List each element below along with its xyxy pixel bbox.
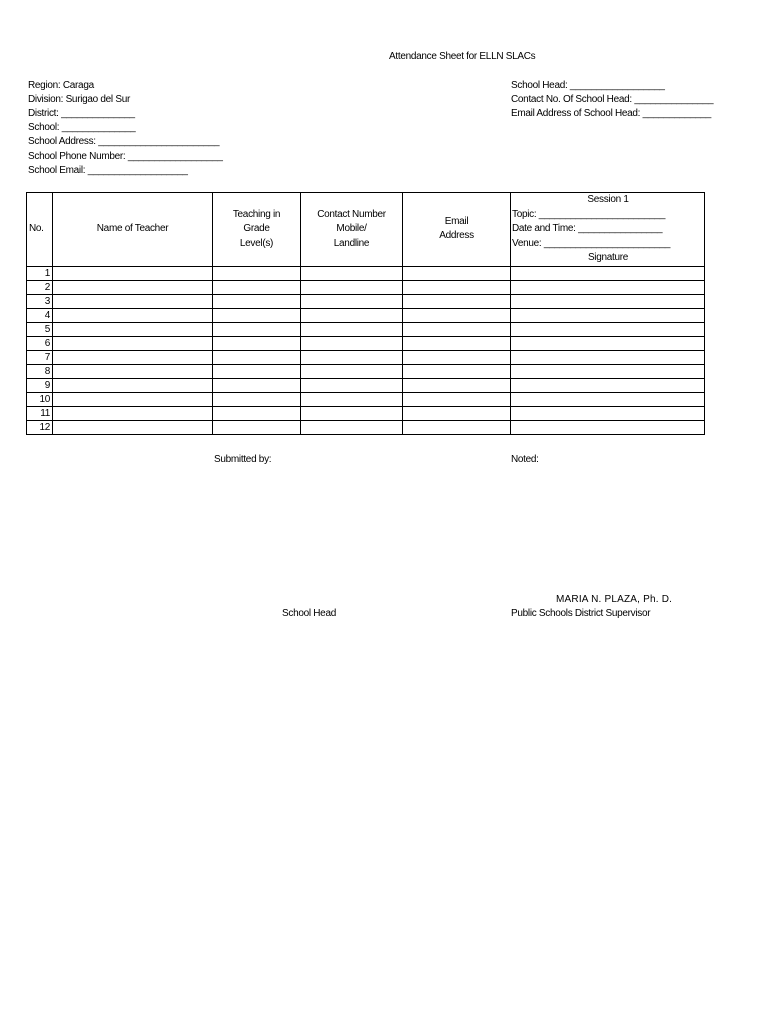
session-title: Session 1: [587, 194, 629, 205]
teacher-name-cell[interactable]: [53, 420, 213, 434]
teacher-name-cell[interactable]: [53, 294, 213, 308]
school-head-contact-line: Contact No. Of School Head: _______________: [511, 94, 714, 105]
table-row: [27, 392, 705, 406]
contact-number-cell[interactable]: [301, 308, 403, 322]
table-row: [27, 266, 705, 280]
grade-level-cell[interactable]: [213, 392, 301, 406]
contact-number-cell[interactable]: [301, 392, 403, 406]
teacher-name-cell[interactable]: [53, 378, 213, 392]
table-row: [27, 406, 705, 420]
session-topic: Topic: ________________________: [512, 208, 666, 220]
teacher-name-cell[interactable]: [53, 266, 213, 280]
row-number: 1: [27, 266, 53, 280]
col-header-grade-line: Level(s): [239, 237, 274, 249]
email-address-cell[interactable]: [403, 406, 511, 420]
submitted-by-label: Submitted by:: [214, 454, 272, 465]
teacher-name-cell[interactable]: [53, 322, 213, 336]
grade-level-cell[interactable]: [213, 336, 301, 350]
teacher-name-cell[interactable]: [53, 392, 213, 406]
teacher-name-cell[interactable]: [53, 308, 213, 322]
row-number: 9: [27, 378, 53, 392]
grade-level-cell[interactable]: [213, 406, 301, 420]
table-row: [27, 378, 705, 392]
contact-number-cell[interactable]: [301, 364, 403, 378]
school-head-label: School Head: [282, 608, 336, 619]
contact-number-cell[interactable]: [301, 280, 403, 294]
contact-number-cell[interactable]: [301, 294, 403, 308]
col-header-contact-line: Mobile/: [336, 223, 367, 234]
grade-level-cell[interactable]: [213, 322, 301, 336]
grade-level-cell[interactable]: [213, 280, 301, 294]
contact-number-cell[interactable]: [301, 350, 403, 364]
signature-cell[interactable]: [511, 294, 705, 308]
row-number: 5: [27, 322, 53, 336]
email-address-cell[interactable]: [403, 308, 511, 322]
contact-number-cell[interactable]: [301, 322, 403, 336]
attendance-table: [26, 192, 705, 435]
row-number: 3: [27, 294, 53, 308]
signature-cell[interactable]: [511, 406, 705, 420]
signature-cell[interactable]: [511, 266, 705, 280]
signature-cell[interactable]: [511, 308, 705, 322]
teacher-name-cell[interactable]: [53, 280, 213, 294]
region-line: Region: Caraga: [28, 80, 94, 91]
signature-cell[interactable]: [511, 392, 705, 406]
col-header-contact: [301, 193, 403, 267]
contact-number-cell[interactable]: [301, 336, 403, 350]
table-row: [27, 308, 705, 322]
col-header-grade-line: Grade: [243, 223, 270, 234]
school-phone-line: School Phone Number: __________________: [28, 151, 223, 162]
col-header-name: Name of Teacher: [53, 193, 213, 267]
school-email-line: School Email: ___________________: [28, 165, 188, 176]
teacher-name-cell[interactable]: [53, 364, 213, 378]
contact-number-cell[interactable]: [301, 420, 403, 434]
teacher-name-cell[interactable]: [53, 406, 213, 420]
grade-level-cell[interactable]: [213, 266, 301, 280]
signature-cell[interactable]: [511, 280, 705, 294]
row-number: 7: [27, 350, 53, 364]
session-header: [511, 193, 705, 267]
contact-number-cell[interactable]: [301, 406, 403, 420]
signature-cell[interactable]: [511, 336, 705, 350]
grade-level-cell[interactable]: [213, 308, 301, 322]
table-row: [27, 364, 705, 378]
grade-level-cell[interactable]: [213, 294, 301, 308]
district-line: District: ______________: [28, 108, 135, 119]
school-address-line: School Address: _______________________: [28, 136, 220, 147]
table-header-row: [27, 193, 705, 267]
page-title: Attendance Sheet for ELLN SLACs: [389, 51, 536, 62]
teacher-name-cell[interactable]: [53, 350, 213, 364]
contact-number-cell[interactable]: [301, 378, 403, 392]
email-address-cell[interactable]: [403, 392, 511, 406]
supervisor-name: MARIA N. PLAZA, Ph. D.: [556, 594, 673, 605]
session-venue: Venue: ________________________: [512, 237, 671, 249]
teacher-name-cell[interactable]: [53, 336, 213, 350]
noted-label: Noted:: [511, 454, 539, 465]
col-header-grade-line: Teaching in: [232, 208, 281, 220]
row-number: 12: [27, 420, 53, 434]
email-address-cell[interactable]: [403, 350, 511, 364]
col-header-contact-line: Contact Number: [317, 208, 386, 220]
table-row: [27, 420, 705, 434]
school-line: School: ______________: [28, 122, 136, 133]
row-number: 4: [27, 308, 53, 322]
signature-cell[interactable]: [511, 420, 705, 434]
email-address-cell[interactable]: [403, 364, 511, 378]
col-header-email-line: Address: [439, 230, 474, 242]
grade-level-cell[interactable]: [213, 378, 301, 392]
row-number: 10: [27, 392, 53, 406]
table-row: [27, 294, 705, 308]
signature-cell[interactable]: [511, 322, 705, 336]
email-address-cell[interactable]: [403, 280, 511, 294]
supervisor-title: Public Schools District Supervisor: [511, 608, 651, 619]
signature-cell[interactable]: [511, 350, 705, 364]
row-number: 2: [27, 280, 53, 294]
table-row: [27, 350, 705, 364]
session-signature-label: Signature: [587, 252, 629, 263]
table-row: [27, 336, 705, 350]
grade-level-cell[interactable]: [213, 364, 301, 378]
email-address-cell[interactable]: [403, 378, 511, 392]
table-row: [27, 280, 705, 294]
signature-cell[interactable]: [511, 364, 705, 378]
col-header-email: [403, 193, 511, 267]
row-number: 6: [27, 336, 53, 350]
table-row: [27, 322, 705, 336]
row-number: 8: [27, 364, 53, 378]
col-header-grade: [213, 193, 301, 267]
email-address-cell[interactable]: [403, 322, 511, 336]
col-header-no: No.: [27, 193, 53, 267]
session-datetime: Date and Time: ________________: [512, 223, 663, 234]
grade-level-cell[interactable]: [213, 420, 301, 434]
email-address-cell[interactable]: [403, 336, 511, 350]
row-number: 11: [27, 406, 53, 420]
signature-cell[interactable]: [511, 378, 705, 392]
email-address-cell[interactable]: [403, 294, 511, 308]
email-address-cell[interactable]: [403, 266, 511, 280]
division-line: Division: Surigao del Sur: [28, 94, 130, 105]
email-address-cell[interactable]: [403, 420, 511, 434]
col-header-email-line: Email: [444, 215, 469, 227]
grade-level-cell[interactable]: [213, 350, 301, 364]
school-head-email-line: Email Address of School Head: _____________: [511, 108, 712, 119]
school-head-line: School Head: __________________: [511, 80, 665, 91]
col-header-contact-line: Landline: [333, 237, 370, 249]
contact-number-cell[interactable]: [301, 266, 403, 280]
